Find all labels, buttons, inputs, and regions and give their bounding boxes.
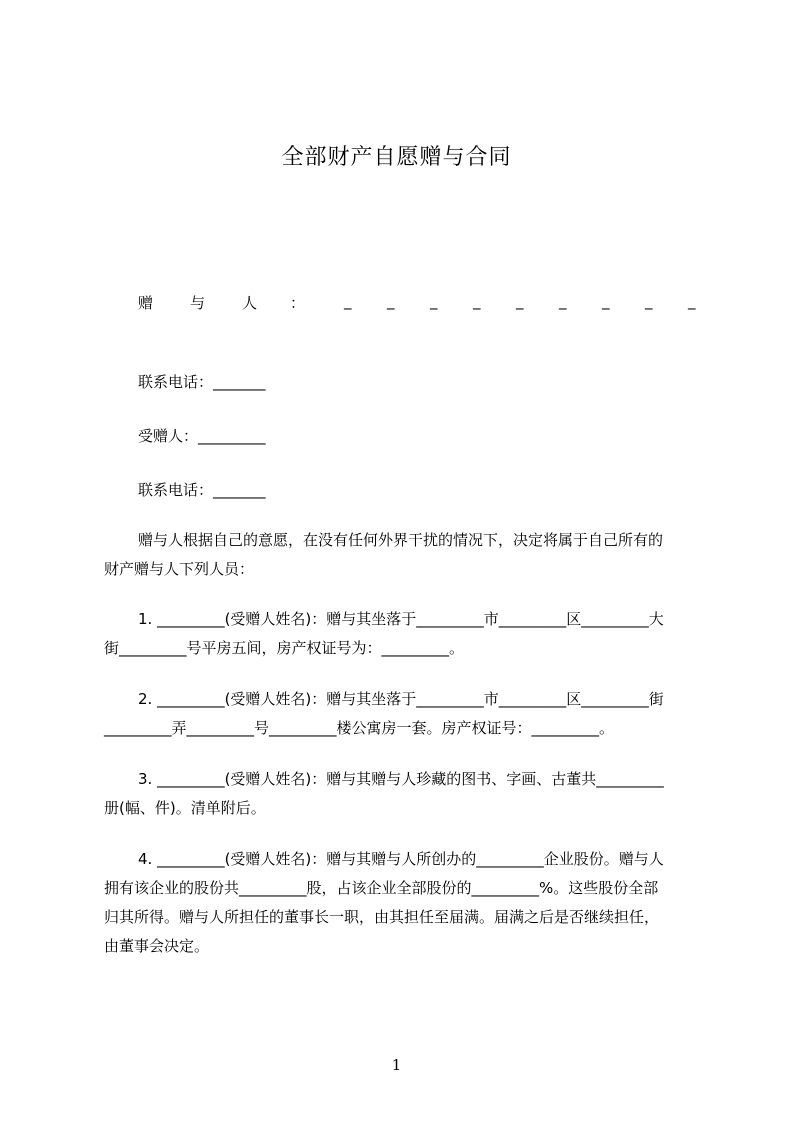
donor-blank-dash: _ xyxy=(430,292,438,310)
clause-line: 4. _________(受赠人姓名)：赠与其赠与人所创办的_________企业股份。赠与人 xyxy=(138,850,664,868)
donor-blank-dash: _ xyxy=(387,292,395,310)
donor-label-char: 赠 xyxy=(138,294,154,312)
clause-3 xyxy=(104,765,704,825)
clause-line: 归其所得。赠与人所担任的董事长一职，由其担任至届满。届满之后是否继续担任， xyxy=(104,908,660,926)
clause-line: 拥有该企业的股份共_________股，占该企业全部股份的_________%。这些股份全部 xyxy=(104,879,659,897)
clause-line: 街_________号平房五间，房产权证号为：_________。 xyxy=(104,639,465,657)
document-title: 全部财产自愿赠与合同 xyxy=(281,145,512,170)
clause-2 xyxy=(104,685,704,745)
donor-blank-dash: _ xyxy=(344,292,352,310)
donor-phone-field: 联系电话：_______ xyxy=(138,373,266,391)
clause-line: 1. _________(受赠人姓名)：赠与其坐落于_________市_________区_________大 xyxy=(138,610,664,628)
intro-line: 财产赠与人下列人员： xyxy=(104,560,255,578)
donor-label-char: 人 xyxy=(242,294,258,312)
recipient-phone-field: 联系电话：_______ xyxy=(138,481,266,499)
clause-line: _________弄_________号_________楼公寓房一套。房产权证号：_________。 xyxy=(104,719,615,737)
donor-blank-dash: _ xyxy=(473,292,481,310)
intro-paragraph xyxy=(104,526,704,586)
clause-line: 3. _________(受赠人姓名)：赠与其赠与人珍藏的图书、字画、古董共_________ xyxy=(138,770,664,788)
donor-blank-dash: _ xyxy=(688,292,696,310)
donor-field xyxy=(138,292,703,314)
donor-label-char: ： xyxy=(290,294,306,312)
clause-1 xyxy=(104,605,704,665)
clause-line: 由董事会决定。 xyxy=(104,937,210,955)
recipient-field: 受赠人：_________ xyxy=(138,427,266,445)
intro-line: 赠与人根据自己的意愿，在没有任何外界干扰的情况下，决定将属于自己所有的 xyxy=(138,531,664,549)
donor-blank-dash: _ xyxy=(602,292,610,310)
page-number: 1 xyxy=(391,1056,402,1074)
donor-blank-dash: _ xyxy=(516,292,524,310)
clause-line: 册(幅、件)。清单附后。 xyxy=(104,799,266,817)
donor-blank-dash: _ xyxy=(559,292,567,310)
donor-blank-dash: _ xyxy=(645,292,653,310)
donor-label-char: 与 xyxy=(190,294,206,312)
clause-4 xyxy=(104,845,704,963)
clause-line: 2. _________(受赠人姓名)：赠与其坐落于_________市_________区_________街 xyxy=(138,690,664,708)
